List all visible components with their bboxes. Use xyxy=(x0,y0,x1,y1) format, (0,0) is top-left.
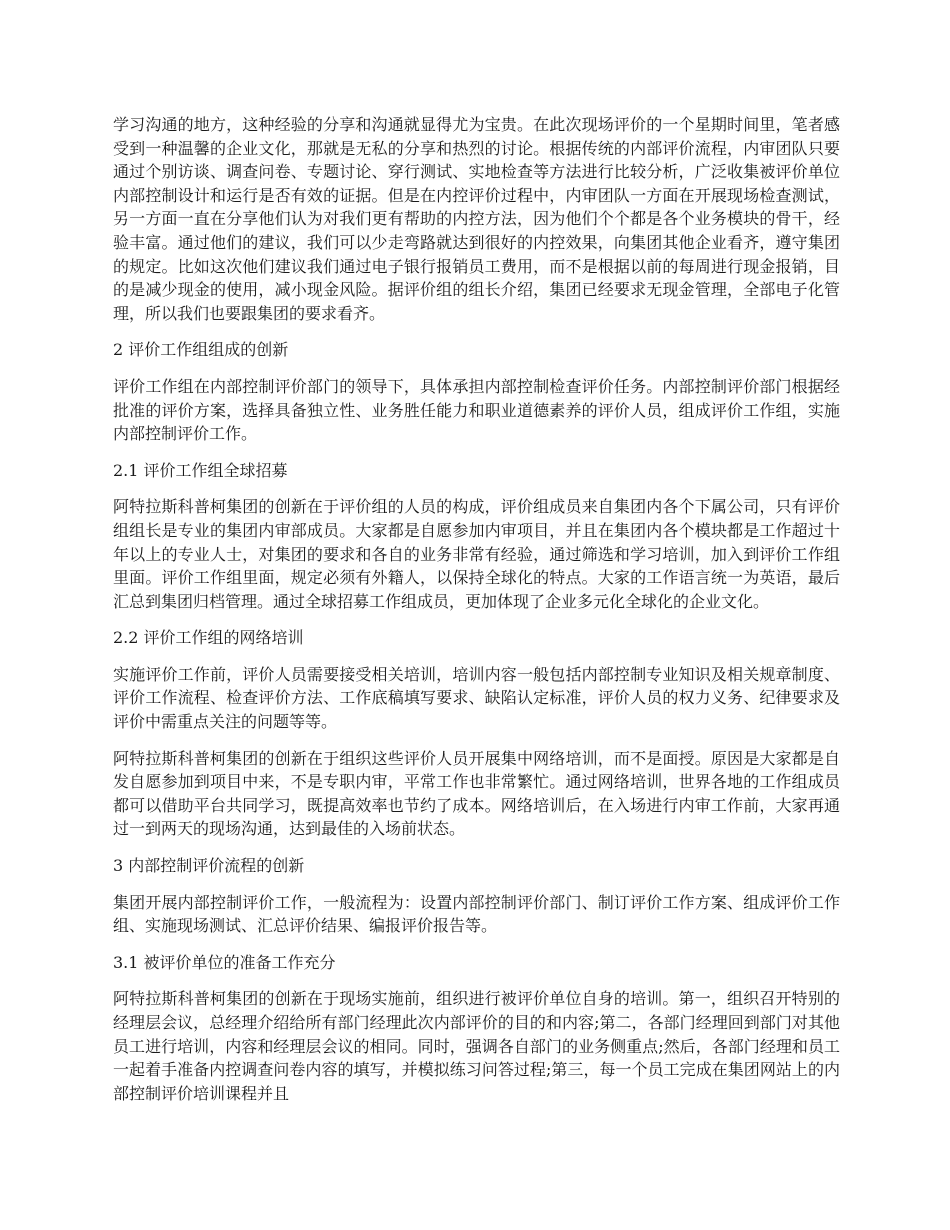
paragraph-section-2-2-a: 实施评价工作前，评价人员需要接受相关培训，培训内容一般包括内部控制专业知识及相关规章制度、评价工作流程、检查评价方法、工作底稿填写要求、缺陷认定标准，评价人员的权力义务、纪律要求及评价中需重点关注的问题等等。 xyxy=(113,664,840,732)
paragraph-section-2-2-b: 阿特拉斯科普柯集团的创新在于组织这些评价人员开展集中网络培训，而不是面授。原因是大家都是自发自愿参加到项目中来，不是专职内审，平常工作也非常繁忙。通过网络培训，世界各地的工作组成员都可以借助平台共同学习，既提高效率也节约了成本。网络培训后，在入场进行内审工作前，大家再通过一到两天的现场沟通，达到最佳的入场前状态。 xyxy=(113,748,840,839)
paragraph-section-2-1: 阿特拉斯科普柯集团的创新在于评价组的人员的构成，评价组成员来自集团内各个下属公司，只有评价组组长是专业的集团内审部成员。大家都是自愿参加内审项目，并且在集团内各个模块都是工作超过十年以上的专业人士，对集团的要求和各自的业务非常有经验，通过筛选和学习培训，加入到评价工作组里面。评价工作组里面，规定必须有外籍人，以保持全球化的特点。大家的工作语言统一为英语，最后汇总到集团归档管理。通过全球招募工作组成员，更加体现了企业多元化全球化的企业文化。 xyxy=(113,497,840,611)
heading-section-2: 2 评价工作组组成的创新 xyxy=(113,340,289,360)
paragraph-intro: 学习沟通的地方，这种经验的分享和沟通就显得尤为宝贵。在此次现场评价的一个星期时间里，笔者感受到一种温馨的企业文化，那就是无私的分享和热烈的讨论。根据传统的内部评价流程，内审团队只要通过个别访谈、调查问卷、专题讨论、穿行测试、实地检查等方法进行比较分析，广泛收集被评价单位内部控制设计和运行是否有效的证据。但是在内控评价过程中，内审团队一方面在开展现场检查测试，另一方面一直在分享他们认为对我们更有帮助的内控方法，因为他们个个都是各个业务模块的骨干，经验丰富。通过他们的建议，我们可以少走弯路就达到很好的内控效果，向集团其他企业看齐，遵守集团的规定。比如这次他们建议我们通过电子银行报销员工费用，而不是根据以前的每周进行现金报销，目的是减少现金的使用，减小现金风险。据评价组的组长介绍，集团已经要求无现金管理，全部电子化管理，所以我们也要跟集团的要求看齐。 xyxy=(113,115,840,323)
heading-section-2-2: 2.2 评价工作组的网络培训 xyxy=(113,628,304,648)
heading-section-3: 3 内部控制评价流程的创新 xyxy=(113,856,305,876)
heading-section-3-1: 3.1 被评价单位的准备工作充分 xyxy=(113,952,336,972)
paragraph-section-3: 集团开展内部控制评价工作，一般流程为：设置内部控制评价部门、制订评价工作方案、组成评价工作组、实施现场测试、汇总评价结果、编报评价报告等。 xyxy=(113,892,840,936)
paragraph-section-3-1: 阿特拉斯科普柯集团的创新在于现场实施前，组织进行被评价单位自身的培训。第一，组织召开特别的经理层会议，总经理介绍给所有部门经理此次内部评价的目的和内容;第二，各部门经理回到部门对其他员工进行培训，内容和经理层会议的相同。同时，强调各自部门的业务侧重点;然后，各部门经理和员工一起着手准备内控调查问卷内容的填写，并模拟练习问答过程;第三，每一个员工完成在集团网站上的内部控制评价培训课程并且 xyxy=(113,989,840,1103)
paragraph-section-2: 评价工作组在内部控制评价部门的领导下，具体承担内部控制检查评价任务。内部控制评价部门根据经批准的评价方案，选择具备独立性、业务胜任能力和职业道德素养的评价人员，组成评价工作组，实施内部控制评价工作。 xyxy=(113,376,840,444)
document-page xyxy=(113,113,840,1118)
heading-section-2-1: 2.1 评价工作组全球招募 xyxy=(113,460,288,480)
